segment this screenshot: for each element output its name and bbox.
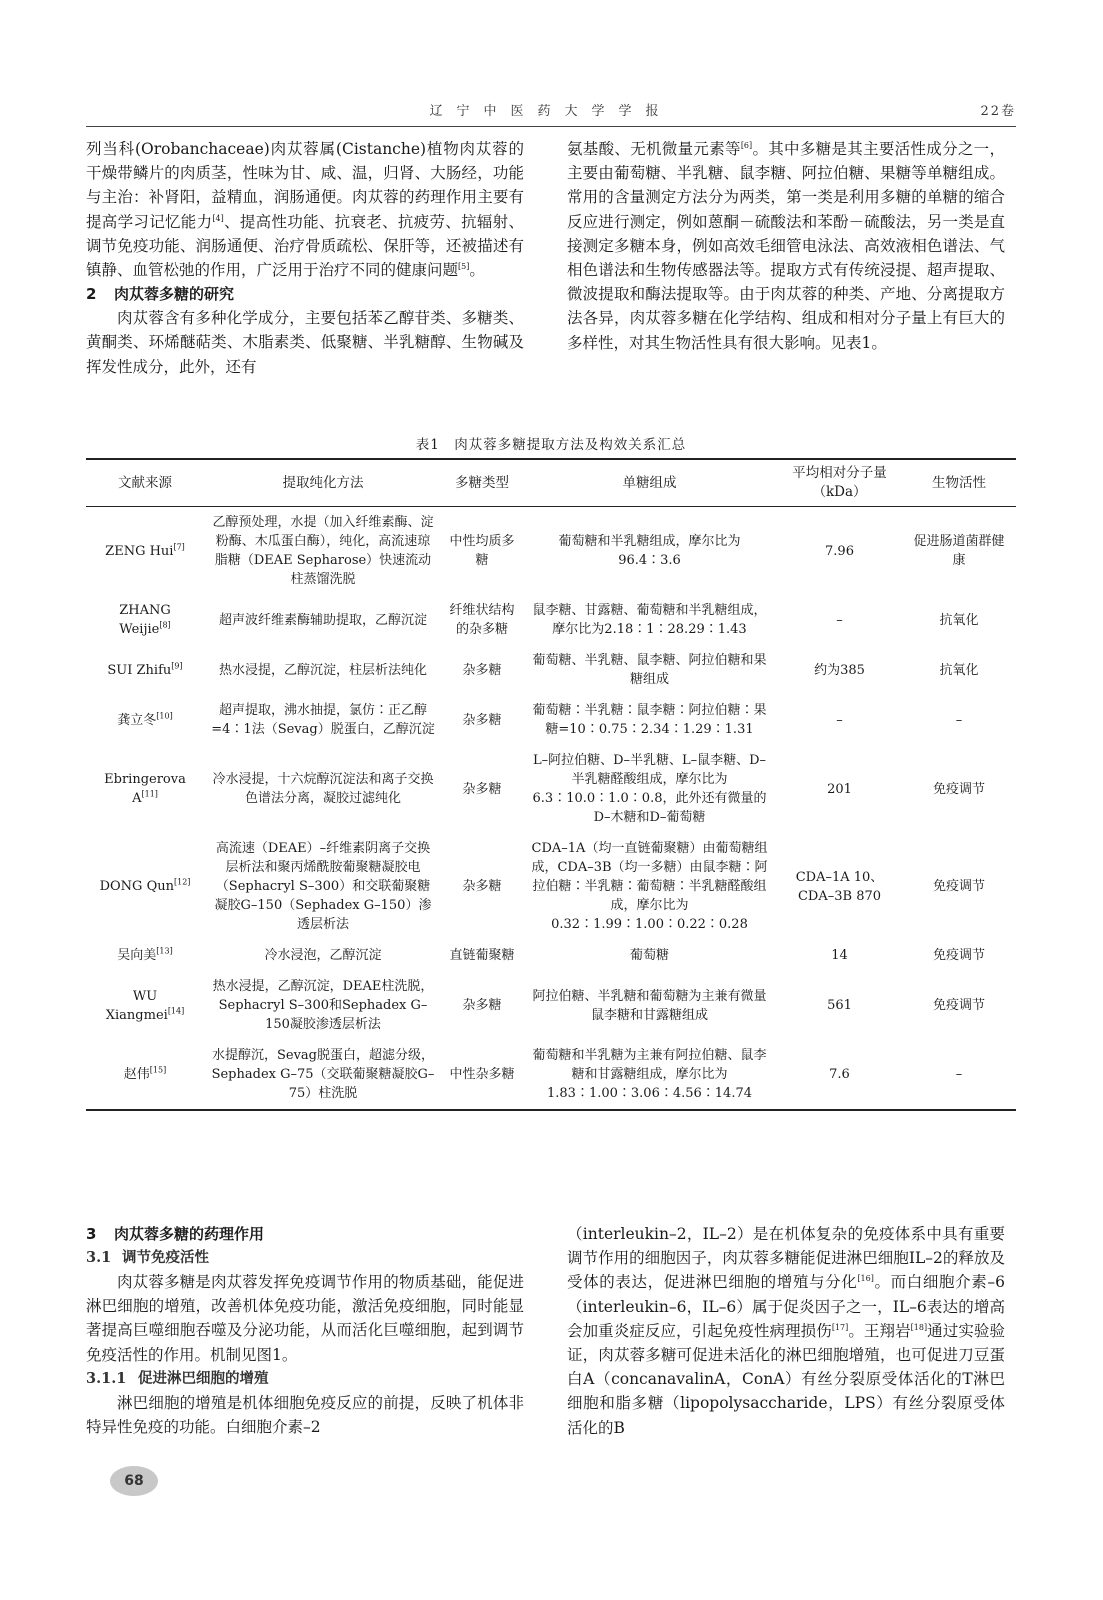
cell-composition: 葡萄糖 [629,948,669,963]
cell-composition: 阿拉伯糖、半乳糖和葡萄糖为主兼有微量鼠李糖和甘露糖组成 [532,988,767,1023]
cell-method: 冷水浸泡，乙醇沉淀 [264,948,382,963]
cell-source: Ebringerova A[11] [104,772,186,806]
cell-method: 高流速（DEAE）–纤维素阴离子交换层析法和聚丙烯酰胺葡聚糖凝胶电（Sephacryl S–300）和交联葡聚糖凝胶G–150（Sephadex G–150）渗透层析法 [214,841,432,932]
table-row [86,971,1016,1040]
section311-paragraph: 淋巴细胞的增殖是机体细胞免疫反应的前提，反映了机体非特异性免疫的功能。白细胞介素–2 [86,1393,524,1437]
section-heading-3: 3 肉苁蓉多糖的药理作用 [86,1225,265,1243]
citation: [4] [212,213,224,223]
section3-paragraph: 肉苁蓉多糖是肉苁蓉发挥免疫调节作用的物质基础，能促进淋巴细胞的增殖，改善机体免疫功能，激活免疫细胞，同时能显著提高巨噬细胞吞噬及分泌功能，从而活化巨噬细胞，起到调节免疫活性的作用。机制见图1。 [86,1273,524,1364]
cell-method: 超声波纤维素酶辅助提取，乙醇沉淀 [218,612,427,628]
section311-paragraph-cont: （interleukin–2，IL–2）是在机体复杂的免疫体系中具有重要调节作用的细胞因子，肉苁蓉多糖能促进淋巴细胞IL–2的释放及受体的表达，促进淋巴细胞的增殖与分化[16]。而白细胞介素–6（interleukin–6，IL–6）属于促炎因子之一，IL–6表达的增高会加重炎症反应，引起免疫性病理损伤[17]。王翔岩[18]通过实验验证，肉苁蓉多糖可促进未活化的淋巴细胞增殖，也可促进刀豆蛋白A（concanavalinA，ConA）有丝分裂原受体活化的T淋巴细胞和脂多糖（lipopolysaccharide，LPS）有丝分裂原受体活化的B [567,1225,1005,1437]
subsection-heading-3-1-1: 3.1.1 促进淋巴细胞的增殖 [86,1369,269,1387]
cell-mw: – [836,612,843,628]
cell-activity: – [902,1040,1016,1110]
section-heading-2: 2 肉苁蓉多糖的研究 [86,285,235,304]
cell-activity: 促进肠道菌群健康 [913,534,1005,568]
cell-composition: 葡萄糖和半乳糖组成，摩尔比为96.4∶3.6 [558,534,741,568]
citation: [17] [831,1322,849,1332]
cell-method: 热水浸提，乙醇沉淀，柱层析法纯化 [218,662,427,678]
cell-type: 纤维状结构的杂多糖 [449,603,515,637]
table-row [86,940,1016,971]
left-column-top [86,137,524,379]
table-caption: 表1 肉苁蓉多糖提取方法及构效关系汇总 [415,437,687,453]
col-header-method: 提取纯化方法 [204,459,442,507]
cell-method: 热水浸提，乙醇沉淀，DEAE柱洗脱，Sephacryl S–300和Sephadex G–150凝胶渗透层析法 [212,979,434,1032]
col-header-source: 文献来源 [86,459,204,507]
cell-mw: 7.6 [777,1040,902,1110]
cell-composition: CDA–1A（均一直链葡聚糖）由葡萄糖组成，CDA–3B（均一多糖）由鼠李糖∶阿拉伯糖∶半乳糖∶葡萄糖∶半乳糖醛酸组成，摩尔比为0.32∶1.99∶1.00∶0.22∶0.28 [531,841,768,932]
col-header-type: 多糖类型 [442,459,522,507]
cell-type: 中性杂多糖 [442,1040,522,1110]
running-header [86,96,1016,127]
cell-composition: 鼠李糖、甘露糖、葡萄糖和半乳糖组成，摩尔比为2.18∶1∶28.29∶1.43 [532,603,767,637]
volume-label: 22卷 [980,104,1016,119]
table-row [86,1040,1016,1110]
cell-type: 杂多糖 [462,998,502,1013]
citation: [6] [740,140,753,150]
cell-type: 杂多糖 [462,662,502,678]
table-row [86,745,1016,833]
cell-activity: 免疫调节 [932,998,985,1013]
table-row [86,833,1016,940]
page-number: 68 [110,1466,158,1496]
cell-source: 赵伟[15] [86,1040,204,1110]
cell-activity: 免疫调节 [932,781,985,797]
col-header-activity: 生物活性 [902,459,1016,507]
section2-paragraph-cont: 氨基酸、无机微量元素等[6]。其中多糖是其主要活性成分之一，主要由葡萄糖、半乳糖、鼠李糖、阿拉伯糖、果糖等单糖组成。常用的含量测定方法分为两类，第一类是利用多糖的单糖的缩合反应进行测定，例如蒽酮－硫酸法和苯酚－硫酸法，另一类是直接测定多糖本身，例如高效毛细管电泳法、高效液相色谱法、气相色谱法和生物传感器法等。提取方式有传统浸提、超声提取、微波提取和酶法提取等。由于肉苁蓉的种类、产地、分离提取方法各异，肉苁蓉多糖在化学结构、组成和相对分子量上有巨大的多样性，对其生物活性具有很大影响。见表1。 [567,140,1005,352]
cell-source: WU Xiangmei[14] [105,988,185,1023]
right-column-bottom [567,1222,1005,1440]
cell-method: 水提醇沉，Sevag脱蛋白，超滤分级，Sephadex G–75（交联葡聚糖凝胶G–75）柱洗脱 [204,1040,442,1110]
cell-mw: CDA–1A 10、CDA–3B 870 [795,869,884,904]
intro-paragraph: 列当科(Orobanchaceae)肉苁蓉属(Cistanche)植物肉苁蓉的干燥带鳞片的肉质茎，性味为甘、咸、温，归肾、大肠经，功能与主治：补肾阳，益精血，润肠通便。肉苁蓉的药理作用主要有提高学习记忆能力[4]、提高性功能、抗衰老、抗疲劳、抗辐射、调节免疫功能、润肠通便、治疗骨质疏松、保肝等，还被描述有镇静、血管松弛的作用，广泛用于治疗不同的健康问题[5]。 [86,140,524,280]
cell-mw: 201 [827,781,852,797]
cell-source: 龚立冬[10] [117,711,173,728]
cell-method: 冷水浸提，十六烷醇沉淀法和离子交换色谱法分离，凝胶过滤纯化 [212,772,434,806]
cell-activity: – [955,712,963,728]
cell-source: DONG Qun[12] [99,877,191,894]
section2-paragraph: 肉苁蓉含有多种化学成分，主要包括苯乙醇苷类、多糖类、黄酮类、环烯醚萜类、木脂素类、低聚糖、半乳糖醇、生物碱及挥发性成分，此外，还有 [86,309,524,376]
cell-activity: 抗氧化 [939,612,979,628]
cell-composition: L–阿拉伯糖、D–半乳糖、L–鼠李糖、D–半乳糖醛酸组成，摩尔比为6.3∶10.0∶1.0∶0.8，此外还有微量的D–木糖和D–葡萄糖 [532,753,767,825]
cell-type: 直链葡聚糖 [449,948,515,963]
cell-type: 中性均质多糖 [449,534,515,568]
table-header-row [86,459,1016,507]
cell-source: ZENG Hui[7] [105,542,185,559]
table-row [86,595,1016,645]
cell-activity: 免疫调节 [932,948,985,963]
cell-source: 吴向美[13] [117,946,173,963]
cell-mw: 14 [831,948,848,963]
cell-method: 乙醇预处理，水提（加入纤维素酶、淀粉酶、木瓜蛋白酶），纯化，高流速琼脂糖（DEAE Sepharose）快速流动柱蒸馏洗脱 [212,515,434,587]
cell-mw: 约为385 [814,662,865,678]
table-row [86,645,1016,695]
cell-mw: 561 [827,998,852,1013]
cell-composition: 葡萄糖、半乳糖、鼠李糖、阿拉伯糖和果糖组成 [532,653,767,687]
cell-type: 杂多糖 [462,712,502,728]
table-1 [86,458,1016,1111]
table-row [86,507,1016,596]
cell-mw: 7.96 [825,543,854,559]
right-column-top [567,137,1005,355]
journal-title: 辽宁中医药大学学报 [429,104,673,119]
table-row [86,695,1016,745]
cell-mw: – [836,712,843,728]
cell-composition: 葡萄糖和半乳糖为主兼有阿拉伯糖、鼠李糖和甘露糖组成，摩尔比为1.83∶1.00∶3.06∶4.56∶14.74 [522,1040,777,1110]
col-header-molecular-weight: 平均相对分子量（kDa） [777,459,902,507]
cell-source: ZHANG Weijie[8] [119,603,171,637]
citation: [5] [458,261,470,271]
cell-type: 杂多糖 [462,781,502,797]
cell-method: 超声提取，沸水抽提，氯仿∶正乙醇=4∶1法（Sevag）脱蛋白，乙醇沉淀 [211,703,435,737]
citation: [18] [910,1322,928,1332]
cell-type: 杂多糖 [462,879,502,894]
col-header-composition: 单糖组成 [522,459,777,507]
citation: [16] [857,1274,874,1284]
cell-activity: 抗氧化 [939,662,979,678]
subsection-heading-3-1: 3.1 调节免疫活性 [86,1249,209,1266]
cell-composition: 葡萄糖∶半乳糖∶鼠李糖∶阿拉伯糖∶果糖=10∶0.75∶2.34∶1.29∶1.31 [532,703,767,737]
cell-source: SUI Zhifu[9] [107,661,183,678]
left-column-bottom [86,1222,524,1439]
cell-activity: 免疫调节 [932,879,985,894]
